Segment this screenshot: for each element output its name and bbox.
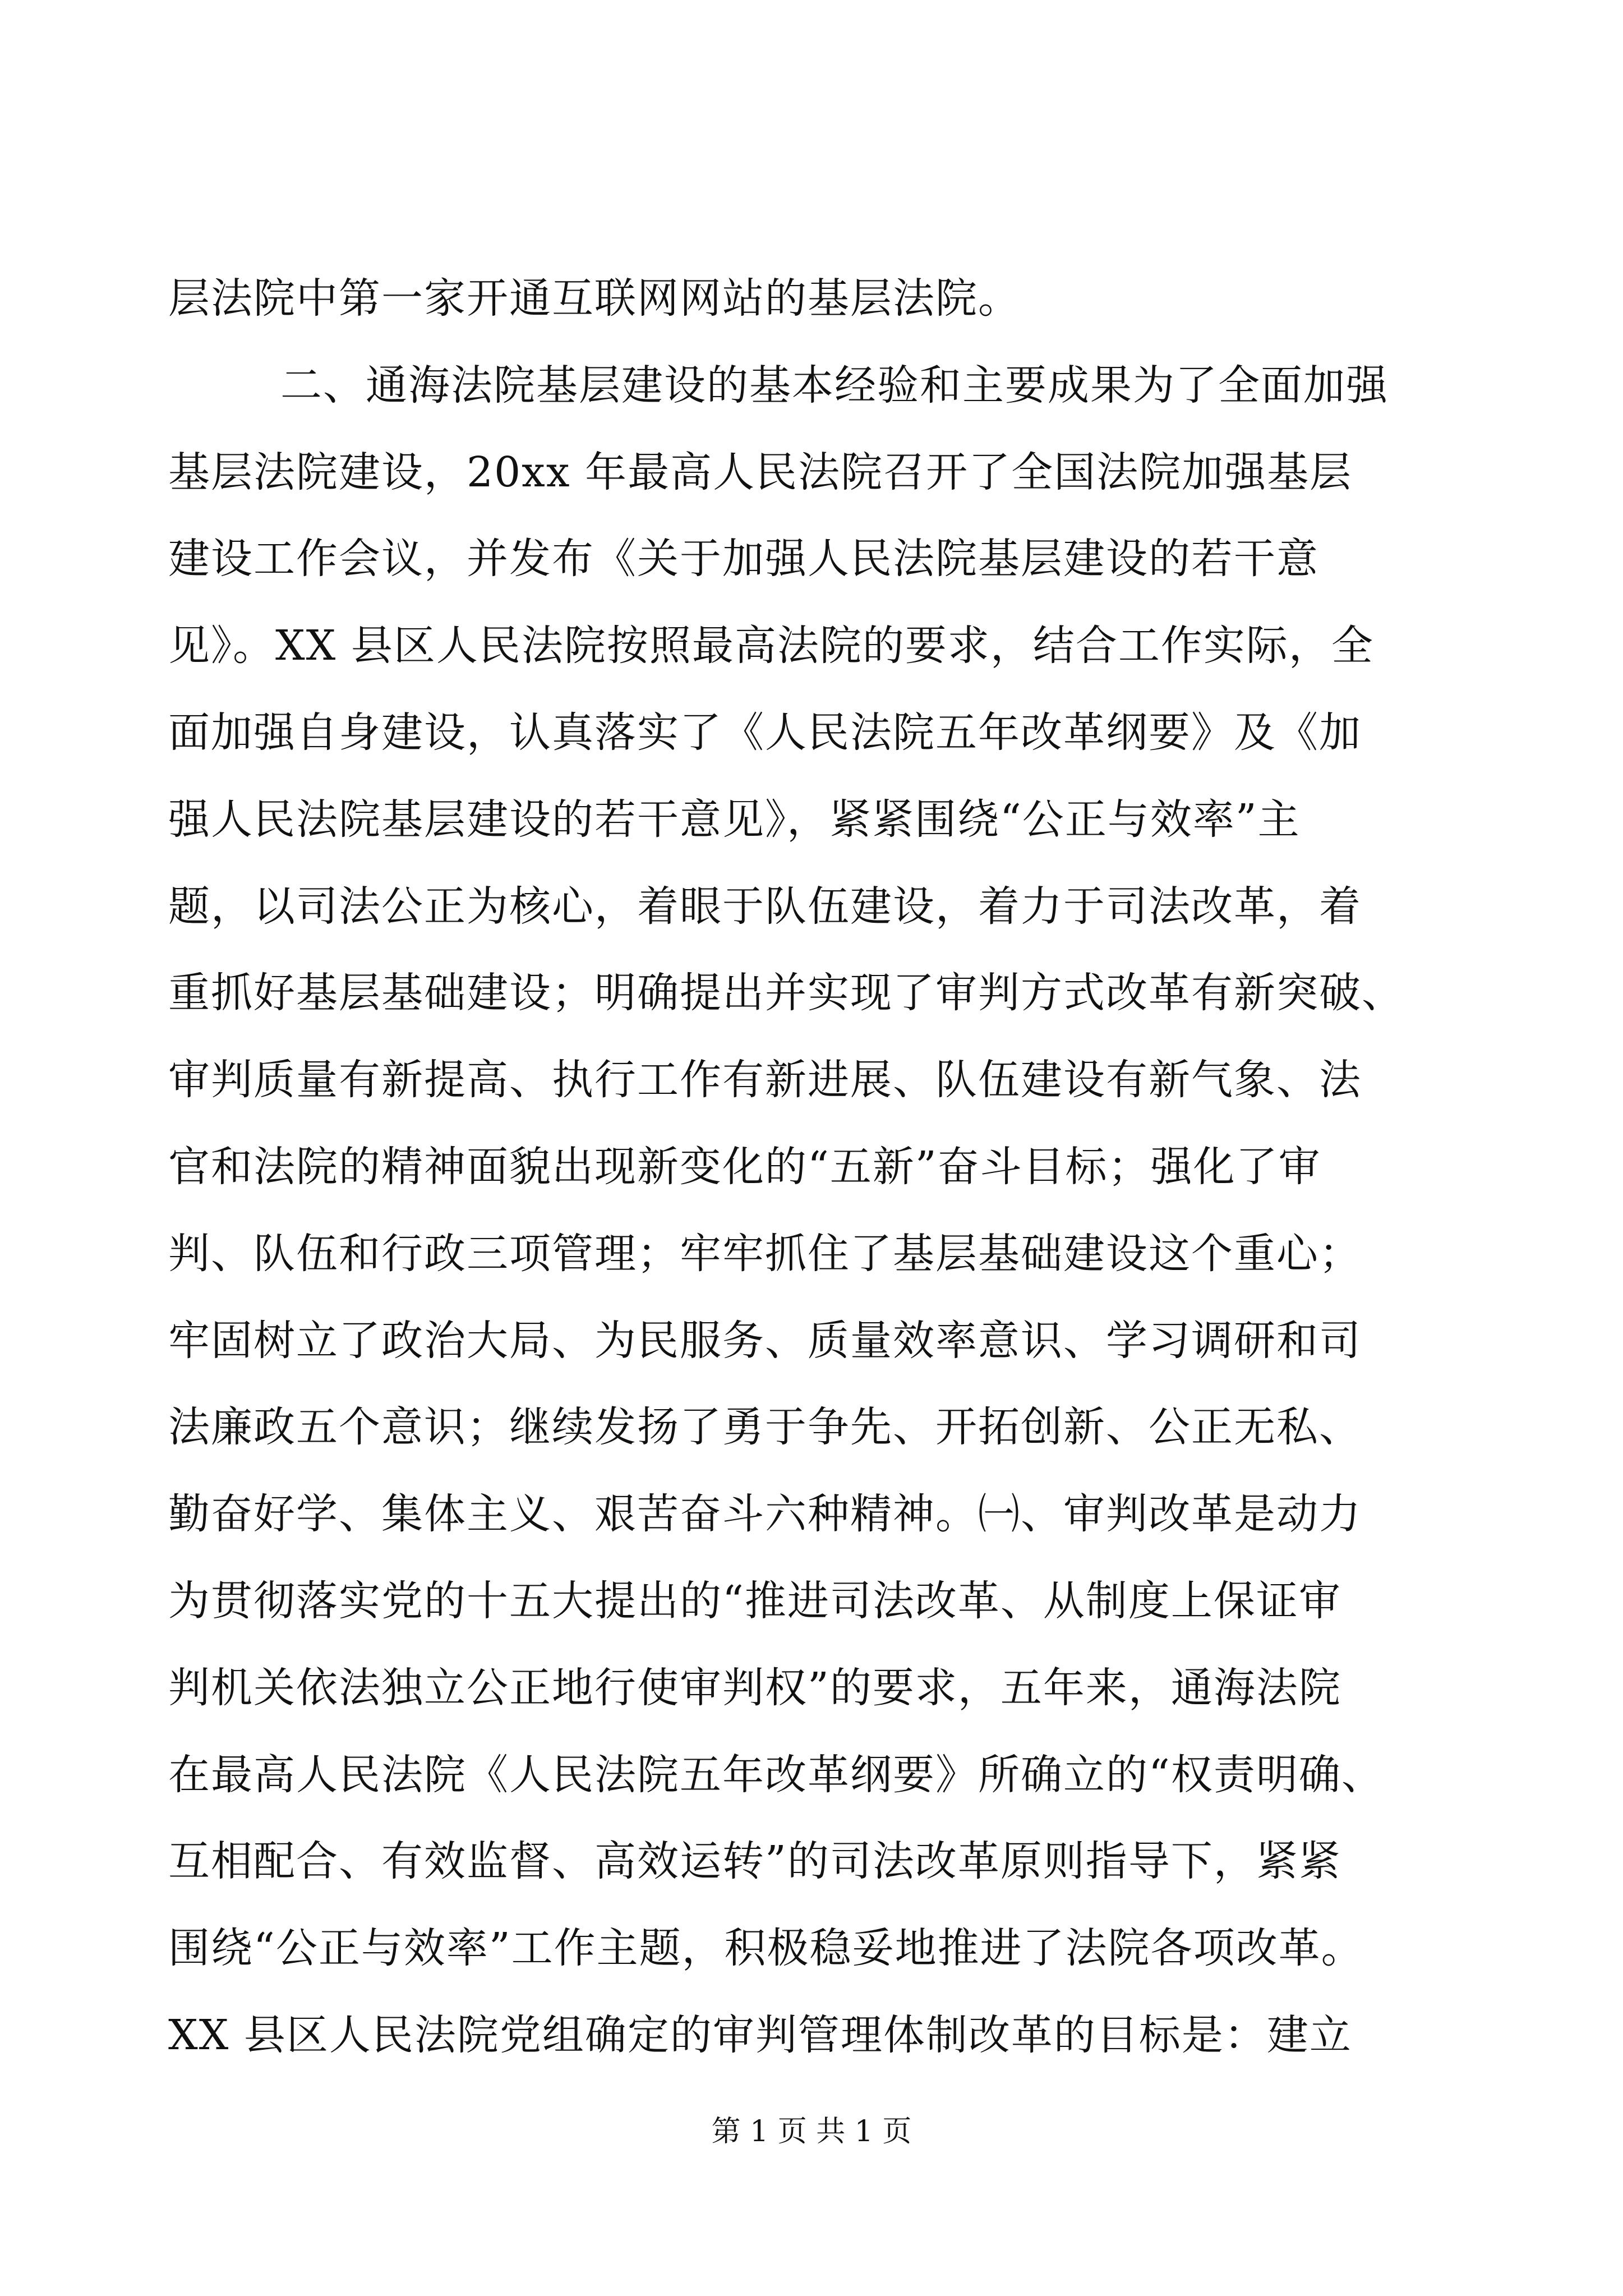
text-line: 勤奋好学、集体主义、艰苦奋斗六种精神。㈠、审判改革是动力 — [168, 1490, 1362, 1538]
page-number-footer: 第 1 页 共 1 页 — [711, 2115, 912, 2148]
text-line: 互相配合、有效监督、高效运转”的司法改革原则指导下，紧紧 — [168, 1837, 1341, 1885]
text-line: XX 县区人民法院党组确定的审判管理体制改革的目标是：建立 — [168, 2011, 1352, 2059]
text-line: 层法院中第一家开通互联网网站的基层法院。 — [168, 274, 1021, 323]
text-line: 法廉政五个意识；继续发扬了勇于争先、开拓创新、公正无私、 — [168, 1403, 1362, 1451]
text-line: 为贯彻落实党的十五大提出的“推进司法改革、从制度上保证审 — [168, 1577, 1341, 1625]
text-line: 在最高人民法院《人民法院五年改革纲要》所确立的“权责明确、 — [168, 1751, 1384, 1799]
text-line: 围绕“公正与效率”工作主题，积极稳妥地推进了法院各项改革。 — [168, 1924, 1364, 1972]
text-line: 重抓好基层基础建设；明确提出并实现了审判方式改革有新突破、 — [168, 969, 1404, 1017]
text-line: 强人民法院基层建设的若干意见》，紧紧围绕“公正与效率”主 — [168, 795, 1301, 844]
text-line: 判机关依法独立公正地行使审判权”的要求，五年来，通海法院 — [168, 1664, 1341, 1712]
text-line: 判、队伍和行政三项管理；牢牢抓住了基层基础建设这个重心； — [168, 1230, 1362, 1278]
text-line: 审判质量有新提高、执行工作有新进展、队伍建设有新气象、法 — [168, 1056, 1362, 1104]
text-line: 牢固树立了政治大局、为民服务、质量效率意识、学习调研和司 — [168, 1317, 1362, 1365]
text-line: 面加强自身建设，认真落实了《人民法院五年改革纲要》及《加 — [168, 708, 1362, 757]
text-line: 建设工作会议，并发布《关于加强人民法院基层建设的若干意 — [168, 535, 1319, 583]
text-line: 基层法院建设，20xx 年最高人民法院召开了全国法院加强基层 — [168, 448, 1353, 496]
text-line: 见》。XX 县区人民法院按照最高法院的要求，结合工作实际，全 — [168, 622, 1374, 670]
text-line: 二、通海法院基层建设的基本经验和主要成果为了全面加强 — [280, 361, 1389, 409]
text-line: 官和法院的精神面貌出现新变化的“五新”奋斗目标；强化了审 — [168, 1143, 1321, 1191]
text-line: 题，以司法公正为核心，着眼于队伍建设，着力于司法改革，着 — [168, 882, 1362, 931]
